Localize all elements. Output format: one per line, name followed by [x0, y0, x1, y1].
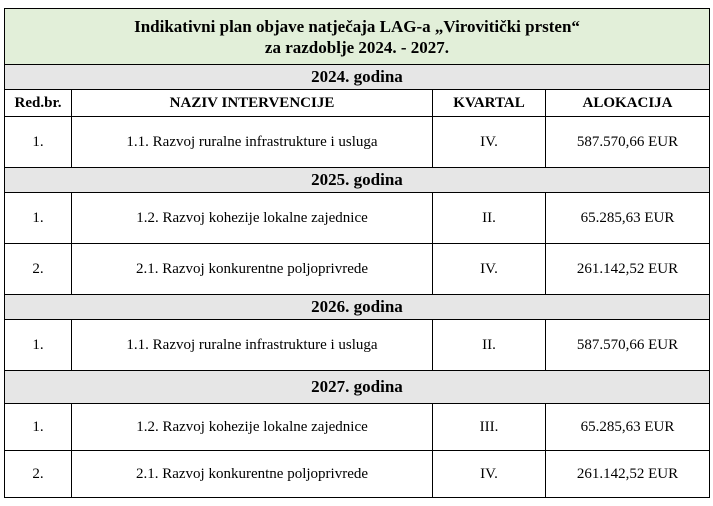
title-line-1: Indikativni plan objave natječaja LAG-a „Virovitički prsten“ [134, 16, 580, 36]
cell-no: 1. [5, 320, 72, 371]
cell-name: 2.1. Razvoj konkurentne poljoprivrede [72, 244, 433, 295]
table-row [5, 320, 710, 371]
cell-allocation: 65.285,63 EUR [546, 193, 710, 244]
year-row-2026 [5, 295, 710, 320]
year-label: 2025. godina [5, 168, 710, 193]
cell-quarter: II. [433, 320, 546, 371]
cell-no: 1. [5, 404, 72, 451]
year-label: 2026. godina [5, 295, 710, 320]
cell-allocation: 261.142,52 EUR [546, 451, 710, 498]
table-row [5, 117, 710, 168]
cell-no: 2. [5, 244, 72, 295]
col-header-name: NAZIV INTERVENCIJE [72, 90, 433, 117]
table-row [5, 244, 710, 295]
year-row-2027 [5, 371, 710, 404]
cell-quarter: IV. [433, 244, 546, 295]
cell-no: 2. [5, 451, 72, 498]
plan-table [4, 8, 710, 498]
header-row [5, 90, 710, 117]
cell-name: 1.2. Razvoj kohezije lokalne zajednice [72, 193, 433, 244]
title-line-2: za razdoblje 2024. - 2027. [264, 37, 450, 57]
cell-allocation: 65.285,63 EUR [546, 404, 710, 451]
cell-name: 1.1. Razvoj ruralne infrastrukture i usluga [72, 117, 433, 168]
cell-allocation: 587.570,66 EUR [546, 320, 710, 371]
year-row-2024 [5, 65, 710, 90]
cell-no: 1. [5, 117, 72, 168]
cell-name: 2.1. Razvoj konkurentne poljoprivrede [72, 451, 433, 498]
table-title [5, 9, 710, 65]
cell-no: 1. [5, 193, 72, 244]
cell-quarter: II. [433, 193, 546, 244]
col-header-allocation: ALOKACIJA [546, 90, 710, 117]
cell-allocation: 261.142,52 EUR [546, 244, 710, 295]
cell-allocation: 587.570,66 EUR [546, 117, 710, 168]
cell-name: 1.2. Razvoj kohezije lokalne zajednice [72, 404, 433, 451]
col-header-quarter: KVARTAL [433, 90, 546, 117]
year-label: 2024. godina [5, 65, 710, 90]
cell-quarter: IV. [433, 117, 546, 168]
cell-quarter: III. [433, 404, 546, 451]
cell-name: 1.1. Razvoj ruralne infrastrukture i usluga [72, 320, 433, 371]
table-row [5, 404, 710, 451]
table-row [5, 451, 710, 498]
table-row [5, 193, 710, 244]
col-header-no: Red.br. [5, 90, 72, 117]
year-label: 2027. godina [5, 371, 710, 404]
title-row [5, 9, 710, 65]
cell-quarter: IV. [433, 451, 546, 498]
year-row-2025 [5, 168, 710, 193]
